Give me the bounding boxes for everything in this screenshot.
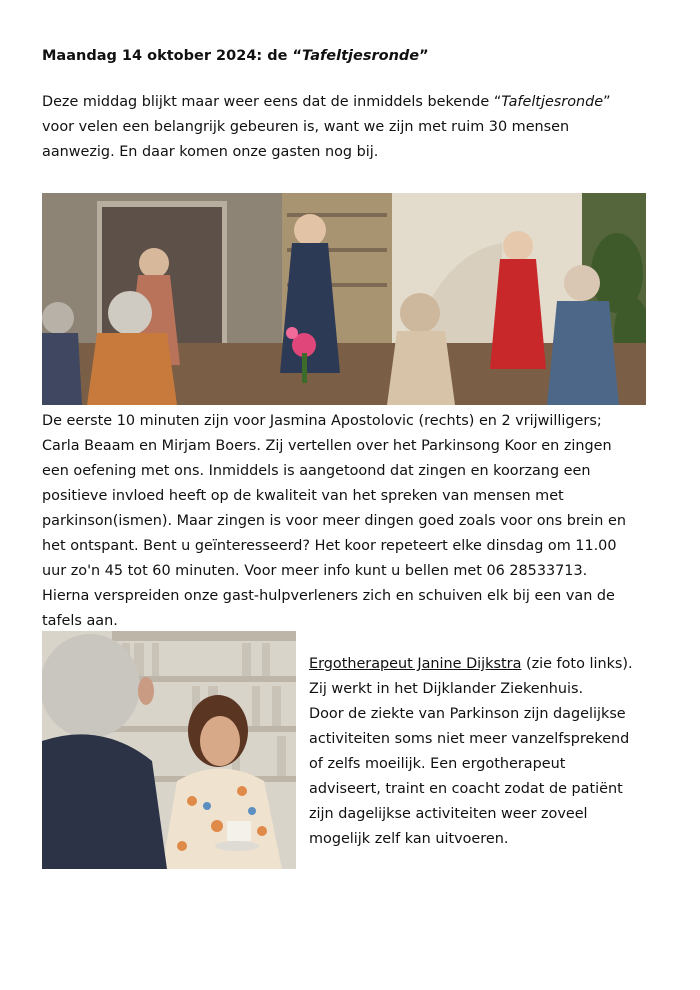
page-heading [42, 47, 429, 65]
group-singing-photo [42, 193, 646, 405]
side-line: Door de ziekte van Parkinson zijn dagelijkse [309, 706, 626, 722]
body-line: tafels aan. [42, 613, 118, 629]
side-paragraph [309, 652, 633, 852]
side-line: mogelijk zelf kan uitvoeren. [309, 831, 509, 847]
side-line: activiteiten soms niet meer vanzelfsprekend [309, 731, 630, 747]
body-paragraph [42, 409, 626, 634]
heading-italic: Tafeltjesronde [302, 48, 420, 64]
intro-line [42, 90, 611, 115]
intro-line: aanwezig. En daar komen onze gasten nog bij. [42, 144, 379, 160]
body-line: parkinson(ismen). Maar zingen is voor meer dingen goed zoals voor ons brein en [42, 513, 626, 529]
intro-line-italic: Tafeltjesronde [501, 94, 604, 110]
intro-line: voor velen een belangrijk gebeuren is, want we zijn met ruim 30 mensen [42, 119, 570, 135]
therapist-photo-illustration [42, 631, 296, 869]
body-line: uur zo'n 45 tot 60 minuten. Voor meer info kunt u bellen met 06 28533713. [42, 563, 588, 579]
intro-line-start: Deze middag blijkt maar weer eens dat de inmiddels bekende “ [42, 94, 502, 110]
body-line: een oefening met ons. Inmiddels is aangetoond dat zingen en koorzang een [42, 463, 591, 479]
side-line: adviseert, traint en coacht zodat de patiënt [309, 781, 623, 797]
therapist-name-link: Ergotherapeut Janine Dijkstra [309, 656, 522, 672]
heading-end: ” [419, 48, 429, 64]
intro-paragraph [42, 90, 611, 165]
body-line: De eerste 10 minuten zijn voor Jasmina Apostolovic (rechts) en 2 vrijwilligers; [42, 413, 602, 429]
side-link-rest: (zie foto links). [521, 656, 633, 672]
body-line: het ontspant. Bent u geïnteresseerd? Het koor repeteert elke dinsdag om 11.00 [42, 538, 617, 554]
body-line: Hierna verspreiden onze gast-hulpverleners zich en schuiven elk bij een van de [42, 588, 615, 604]
side-line: of zelfs moeilijk. Een ergotherapeut [309, 756, 566, 772]
side-line [309, 652, 633, 677]
body-line: positieve invloed heeft op de kwaliteit van het spreken van mensen met [42, 488, 564, 504]
group-photo-illustration [42, 193, 646, 405]
body-line: Carla Beaam en Mirjam Boers. Zij vertellen over het Parkinsong Koor en zingen [42, 438, 612, 454]
side-line: zijn dagelijkse activiteiten weer zoveel [309, 806, 588, 822]
side-line: Zij werkt in het Dijklander Ziekenhuis. [309, 681, 584, 697]
therapist-photo [42, 631, 296, 869]
intro-line-end: ” [603, 94, 611, 110]
heading-date: Maandag 14 oktober 2024: de “ [42, 48, 303, 64]
